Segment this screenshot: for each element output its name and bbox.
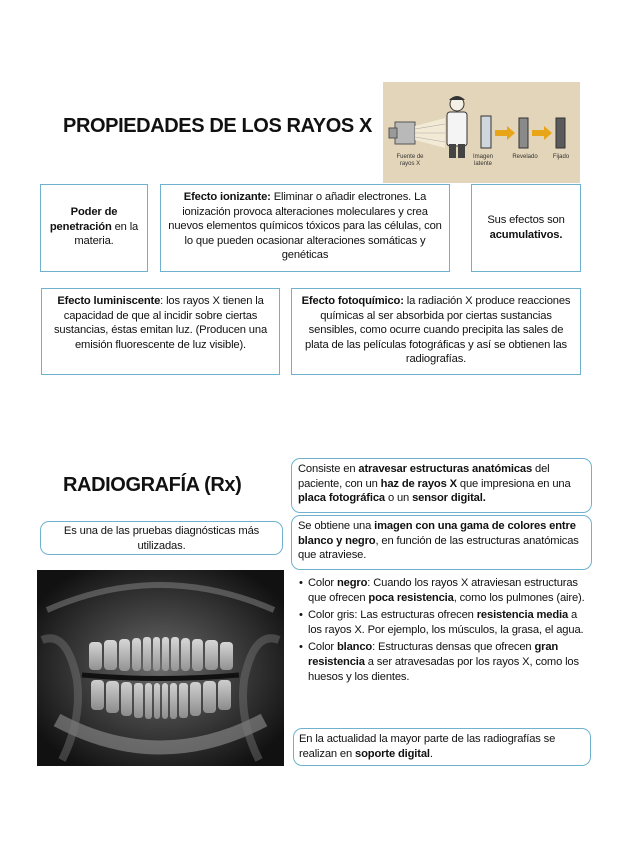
- consiste-b4: sensor digital.: [412, 492, 486, 505]
- color-gris-t2: a los rayos X. Por ejemplo, los músculos, la grasa, el agua.: [308, 609, 584, 636]
- box-efecto-fotoquimico: [291, 288, 581, 375]
- ionizante-text: Eliminar o añadir electrones. La ionización provoca alteraciones moleculares y crea nuevos elementos químicos tóxicos para las células, con lo que pueden ocasionar alteraciones somáticas y genéticas: [168, 191, 442, 262]
- section-title-propiedades: PROPIEDADES DE LOS RAYOS X: [63, 115, 372, 137]
- bullet-icon: •: [299, 641, 303, 654]
- fotoquimico-bold: Efecto fotoquímico:: [301, 295, 404, 307]
- luminiscente-text: : los rayos X tienen la capacidad de que al incidir sobre ciertas sustancias, éstas emitan luz. (Producen una emisión fluorescente de luz visible).: [53, 295, 268, 351]
- xray-process-figure: [383, 82, 580, 183]
- figure-caption-imagen: Imagen latente: [472, 154, 493, 167]
- box-efectos-acumulativos: [471, 184, 581, 272]
- box-se-obtiene: [291, 515, 592, 570]
- color-blanco-t2: a ser atravesadas por los rayos X, como los huesos y los dientes.: [308, 655, 579, 683]
- figure-caption-revelado: Revelado: [512, 154, 538, 160]
- luminiscente-bold: Efecto luminiscente: [57, 295, 161, 307]
- box-consiste: [291, 458, 592, 513]
- bullet-icon: •: [299, 577, 303, 589]
- color-gris-label: Color gris: [308, 609, 355, 622]
- color-blanco-b1: gran resistencia: [308, 641, 559, 668]
- digital-b1: soporte digital: [355, 747, 430, 760]
- color-blanco-bold: blanco: [336, 641, 373, 654]
- color-negro-label: Color: [308, 577, 337, 589]
- digital-t2: .: [429, 747, 433, 760]
- consiste-b3: placa fotográfica: [298, 492, 385, 505]
- color-item-blanco: [299, 640, 588, 684]
- color-list: [296, 576, 588, 687]
- bullet-icon: •: [299, 609, 303, 622]
- consiste-t4: o un: [384, 492, 413, 505]
- color-item-gris: [299, 608, 588, 637]
- figure-caption-fijado: Fijado: [552, 154, 570, 160]
- box-soporte-digital: [293, 728, 591, 766]
- color-blanco-label: Color: [308, 641, 337, 654]
- dental-xray-illustration: [37, 570, 284, 766]
- acumulativos-text: Sus efectos son: [487, 214, 565, 226]
- color-negro-t2: , como los pulmones (aire).: [453, 591, 585, 604]
- consiste-t2: del paciente, con un: [298, 463, 550, 490]
- color-gris-b1: resistencia media: [476, 609, 569, 622]
- consiste-t3: que impresiona en una: [456, 477, 571, 490]
- ionizante-bold: Efecto ionizante:: [183, 191, 271, 203]
- consiste-t1: Consiste en: [298, 463, 359, 475]
- acumulativos-bold: acumulativos.: [489, 228, 563, 241]
- digital-t1: En la actualidad la mayor parte de las radiografías se realizan en: [299, 733, 556, 760]
- color-negro-b1: poca resistencia: [368, 591, 454, 604]
- pruebas-text: Es una de las pruebas diagnósticas más utilizadas.: [63, 525, 260, 552]
- box-poder-penetracion: [40, 184, 148, 272]
- box-efecto-luminiscente: [41, 288, 280, 375]
- panoramic-xray-image: [37, 570, 284, 766]
- penetracion-bold: Poder de penetración: [49, 206, 118, 233]
- color-negro-t1: : Cuando los rayos X atraviesan estructuras que ofrecen: [308, 577, 578, 604]
- color-gris-t1: : Las estructuras ofrecen: [354, 609, 477, 622]
- figure-caption-fuente: Fuente de rayos X: [396, 154, 424, 167]
- color-negro-bold: negro: [336, 577, 368, 589]
- color-blanco-t1: : Estructuras densas que ofrecen: [372, 641, 535, 654]
- consiste-b1: atravesar estructuras anatómicas: [358, 463, 533, 475]
- box-pruebas-diagnosticas: [40, 521, 283, 555]
- obtiene-t1: Se obtiene una: [298, 520, 375, 532]
- obtiene-t2: , en función de las estructuras anatómicas que atraviese.: [298, 534, 579, 562]
- obtiene-b1: imagen con una gama de colores entre blanco y negro: [298, 520, 576, 547]
- penetracion-text: en la materia.: [74, 220, 139, 248]
- color-item-negro: [299, 576, 588, 605]
- section-title-radiografia: RADIOGRAFÍA (Rx): [63, 474, 242, 496]
- box-efecto-ionizante: [160, 184, 450, 272]
- consiste-b2: haz de rayos X: [380, 477, 457, 490]
- fotoquimico-text: la radiación X produce reacciones químicas al ser absorbida por ciertas sustancias sensibles, como ocurre cuando precipita las sales de plata de las películas fotográficas y así se obtienen las radiografías.: [305, 295, 571, 366]
